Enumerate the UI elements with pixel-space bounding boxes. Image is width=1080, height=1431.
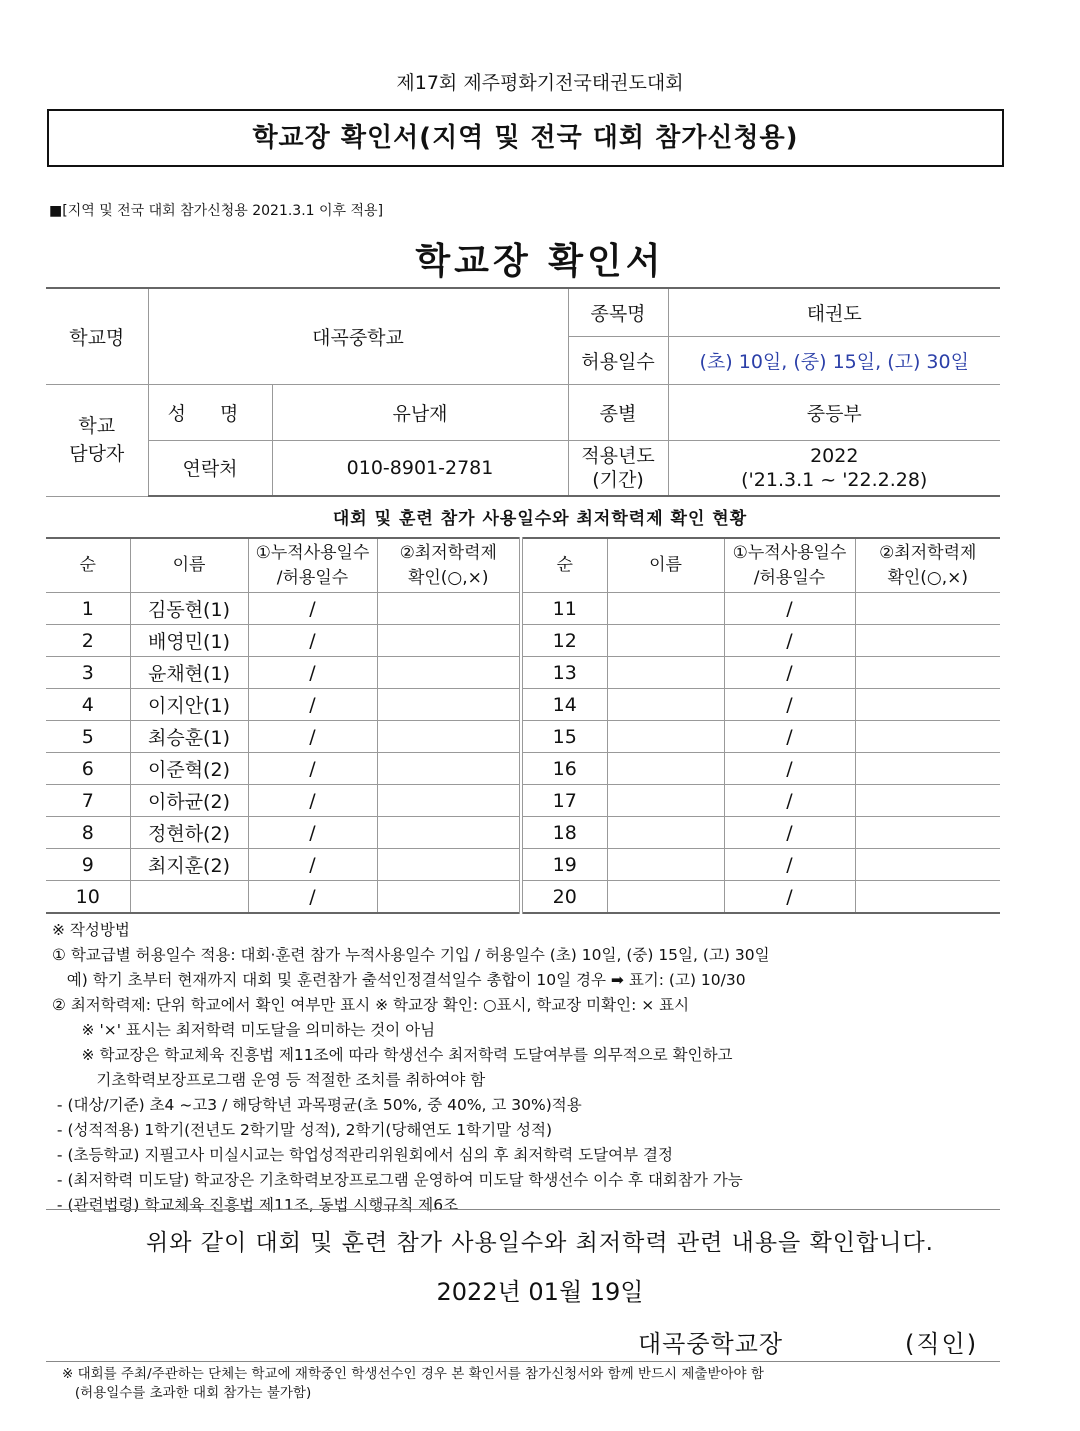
contact-value: 010-8901-2781 bbox=[272, 440, 568, 496]
row-number: 7 bbox=[46, 785, 130, 817]
allowed-days-label: 허용일수 bbox=[568, 336, 668, 384]
method-line: 예) 학기 초부터 현재까지 대회 및 훈련참가 출석인정결석일수 총합이 10일 경우 ➡ 표기: (고) 10/30 bbox=[52, 971, 746, 989]
allowed-days-value: (초) 10일, (중) 15일, (고) 30일 bbox=[668, 336, 1000, 384]
method-line: 기초학력보장프로그램 운영 등 적절한 조치를 취하여야 함 bbox=[52, 1071, 486, 1089]
table-row bbox=[46, 785, 1000, 817]
principal-signature: 대곡중학교장 bbox=[638, 1330, 784, 1358]
academic-check bbox=[855, 753, 1000, 785]
period-value: ('21.3.1 ~ '22.2.28) bbox=[741, 468, 928, 491]
student-name: 김동현(1) bbox=[130, 593, 248, 625]
days-used: / bbox=[724, 881, 855, 914]
student-name bbox=[607, 817, 724, 849]
method-line: ① 학교급별 허용일수 적용: 대회·훈련 참가 누적사용일수 기입 / 허용일수 (초) 10일, (중) 15일, (고) 30일 bbox=[52, 946, 770, 964]
student-name: 최승훈(1) bbox=[130, 721, 248, 753]
academic-check bbox=[377, 657, 521, 689]
method-line: - (대상/기준) 초4 ~고3 / 해당학년 과목평균(초 50%, 중 40%, 고 30%)적용 bbox=[52, 1096, 582, 1114]
header-academic: ②최저학력제 확인(○,×) bbox=[377, 538, 521, 593]
student-name bbox=[607, 785, 724, 817]
manager-name-value: 유남재 bbox=[272, 384, 568, 440]
header-days: ①누적사용일수 /허용일수 bbox=[724, 538, 855, 593]
academic-check bbox=[377, 881, 521, 914]
school-name-value: 대곡중학교 bbox=[148, 288, 568, 384]
days-used: / bbox=[724, 817, 855, 849]
row-number: 10 bbox=[46, 881, 130, 914]
table-row bbox=[46, 625, 1000, 657]
days-used: / bbox=[248, 689, 377, 721]
header-days: ①누적사용일수 /허용일수 bbox=[248, 538, 377, 593]
method-line: - (최저학력 미도달) 학교장은 기초학력보장프로그램 운영하여 미도달 학생선수 이수 후 대회참가 가능 bbox=[52, 1171, 743, 1189]
academic-check bbox=[855, 721, 1000, 753]
footnote-line: ※ 대회를 주최/주관하는 단체는 학교에 재학중인 학생선수인 경우 본 확인서를 참가신청서와 함께 반드시 제출받아야 함 bbox=[62, 1366, 764, 1382]
row-number: 16 bbox=[521, 753, 607, 785]
academic-check bbox=[855, 657, 1000, 689]
table-row bbox=[46, 689, 1000, 721]
days-used: / bbox=[248, 625, 377, 657]
days-used: / bbox=[248, 817, 377, 849]
table-row bbox=[46, 721, 1000, 753]
days-used: / bbox=[724, 625, 855, 657]
applicability-notice: ■[지역 및 전국 대회 참가신청용 2021.3.1 이후 적용] bbox=[49, 203, 384, 219]
student-name: 이하균(2) bbox=[130, 785, 248, 817]
row-number: 11 bbox=[521, 593, 607, 625]
footnote bbox=[62, 1365, 764, 1403]
academic-check bbox=[377, 625, 521, 657]
sport-label: 종목명 bbox=[568, 288, 668, 336]
row-number: 14 bbox=[521, 689, 607, 721]
academic-check bbox=[855, 881, 1000, 914]
days-used: / bbox=[724, 849, 855, 881]
row-number: 8 bbox=[46, 817, 130, 849]
student-name bbox=[607, 593, 724, 625]
days-used: / bbox=[724, 689, 855, 721]
method-title: ※ 작성방법 bbox=[52, 921, 130, 939]
academic-check bbox=[377, 817, 521, 849]
year-label: 적용년도 (기간) bbox=[568, 440, 668, 496]
row-number: 13 bbox=[521, 657, 607, 689]
table-row bbox=[46, 881, 1000, 914]
name-label: 성 명 bbox=[148, 384, 272, 440]
confirmation-statement: 위와 같이 대회 및 훈련 참가 사용일수와 최저학력 관련 내용을 확인합니다. bbox=[146, 1230, 934, 1256]
row-number: 9 bbox=[46, 849, 130, 881]
student-name bbox=[607, 625, 724, 657]
days-used: / bbox=[248, 785, 377, 817]
academic-check bbox=[377, 593, 521, 625]
table-row bbox=[46, 817, 1000, 849]
days-used: / bbox=[724, 753, 855, 785]
days-used: / bbox=[724, 593, 855, 625]
student-name: 이준혁(2) bbox=[130, 753, 248, 785]
academic-check bbox=[377, 785, 521, 817]
student-name bbox=[607, 721, 724, 753]
form-title-box: 학교장 확인서(지역 및 전국 대회 참가신청용) bbox=[47, 109, 1004, 167]
student-name bbox=[607, 689, 724, 721]
academic-check bbox=[855, 689, 1000, 721]
row-number: 4 bbox=[46, 689, 130, 721]
academic-check bbox=[855, 817, 1000, 849]
student-name bbox=[607, 881, 724, 914]
row-number: 2 bbox=[46, 625, 130, 657]
days-used: / bbox=[248, 753, 377, 785]
header-academic: ②최저학력제 확인(○,×) bbox=[855, 538, 1000, 593]
roster-table bbox=[46, 537, 1000, 914]
academic-check bbox=[377, 753, 521, 785]
method-line: ※ '×' 표시는 최저학력 미도달을 의미하는 것이 아님 bbox=[52, 1021, 436, 1039]
date: 2022년 01월 19일 bbox=[436, 1278, 644, 1306]
category-label: 종별 bbox=[568, 384, 668, 440]
section-title: 대회 및 훈련 참가 사용일수와 최저학력제 확인 현황 bbox=[332, 509, 748, 529]
table-row bbox=[46, 657, 1000, 689]
days-used: / bbox=[724, 657, 855, 689]
days-used: / bbox=[724, 721, 855, 753]
student-name: 배영민(1) bbox=[130, 625, 248, 657]
table-row bbox=[46, 753, 1000, 785]
year-cell bbox=[668, 440, 1000, 496]
row-number: 3 bbox=[46, 657, 130, 689]
days-used: / bbox=[248, 657, 377, 689]
sport-value: 태권도 bbox=[668, 288, 1000, 336]
student-name: 최지훈(2) bbox=[130, 849, 248, 881]
student-name: 이지안(1) bbox=[130, 689, 248, 721]
row-number: 5 bbox=[46, 721, 130, 753]
method-line: - (성적적용) 1학기(전년도 2학기말 성적), 2학기(당해연도 1학기말 성적) bbox=[52, 1121, 552, 1139]
event-title: 제17회 제주평화기전국태권도대회 bbox=[396, 72, 684, 94]
manager-label: 학교 담당자 bbox=[46, 384, 148, 496]
academic-check bbox=[377, 721, 521, 753]
days-used: / bbox=[248, 849, 377, 881]
academic-check bbox=[377, 689, 521, 721]
student-name: 정현하(2) bbox=[130, 817, 248, 849]
table-row bbox=[46, 593, 1000, 625]
row-number: 1 bbox=[46, 593, 130, 625]
school-info-table bbox=[46, 287, 1000, 497]
student-name bbox=[607, 657, 724, 689]
row-number: 18 bbox=[521, 817, 607, 849]
year-value: 2022 bbox=[810, 444, 859, 467]
divider bbox=[46, 1209, 1000, 1210]
academic-check bbox=[377, 849, 521, 881]
method-line: ② 최저학력제: 단위 학교에서 확인 여부만 표시 ※ 학교장 확인: ○표시, 학교장 미확인: × 표시 bbox=[52, 996, 690, 1014]
method-line: - (관련법령) 학교체육 진흥법 제11조, 동법 시행규칙 제6조 bbox=[52, 1196, 459, 1214]
category-value: 중등부 bbox=[668, 384, 1000, 440]
row-number: 19 bbox=[521, 849, 607, 881]
writing-method bbox=[52, 918, 1012, 1218]
row-number: 12 bbox=[521, 625, 607, 657]
row-number: 15 bbox=[521, 721, 607, 753]
header-name: 이름 bbox=[130, 538, 248, 593]
student-name bbox=[607, 753, 724, 785]
table-row bbox=[46, 849, 1000, 881]
days-used: / bbox=[248, 721, 377, 753]
method-line: ※ 학교장은 학교체육 진흥법 제11조에 따라 학생선수 최저학력 도달여부를 의무적으로 확인하고 bbox=[52, 1046, 733, 1064]
header-no: 순 bbox=[46, 538, 130, 593]
official-seal: (직인) bbox=[905, 1330, 979, 1358]
academic-check bbox=[855, 785, 1000, 817]
student-name bbox=[130, 881, 248, 914]
days-used: / bbox=[724, 785, 855, 817]
academic-check bbox=[855, 849, 1000, 881]
method-line: - (초등학교) 지필고사 미실시교는 학업성적관리위원회에서 심의 후 최저학력 도달여부 결정 bbox=[52, 1146, 673, 1164]
header-no: 순 bbox=[521, 538, 607, 593]
academic-check bbox=[855, 625, 1000, 657]
row-number: 17 bbox=[521, 785, 607, 817]
school-name-label: 학교명 bbox=[46, 288, 148, 384]
row-number: 20 bbox=[521, 881, 607, 914]
footnote-line: (허용일수를 초과한 대회 참가는 불가함) bbox=[62, 1385, 312, 1401]
student-name bbox=[607, 849, 724, 881]
days-used: / bbox=[248, 593, 377, 625]
row-number: 6 bbox=[46, 753, 130, 785]
divider bbox=[46, 1361, 1000, 1362]
page-title: 학교장 확인서 bbox=[415, 241, 665, 282]
student-name: 윤채현(1) bbox=[130, 657, 248, 689]
header-name: 이름 bbox=[607, 538, 724, 593]
days-used: / bbox=[248, 881, 377, 914]
contact-label: 연락처 bbox=[148, 440, 272, 496]
academic-check bbox=[855, 593, 1000, 625]
